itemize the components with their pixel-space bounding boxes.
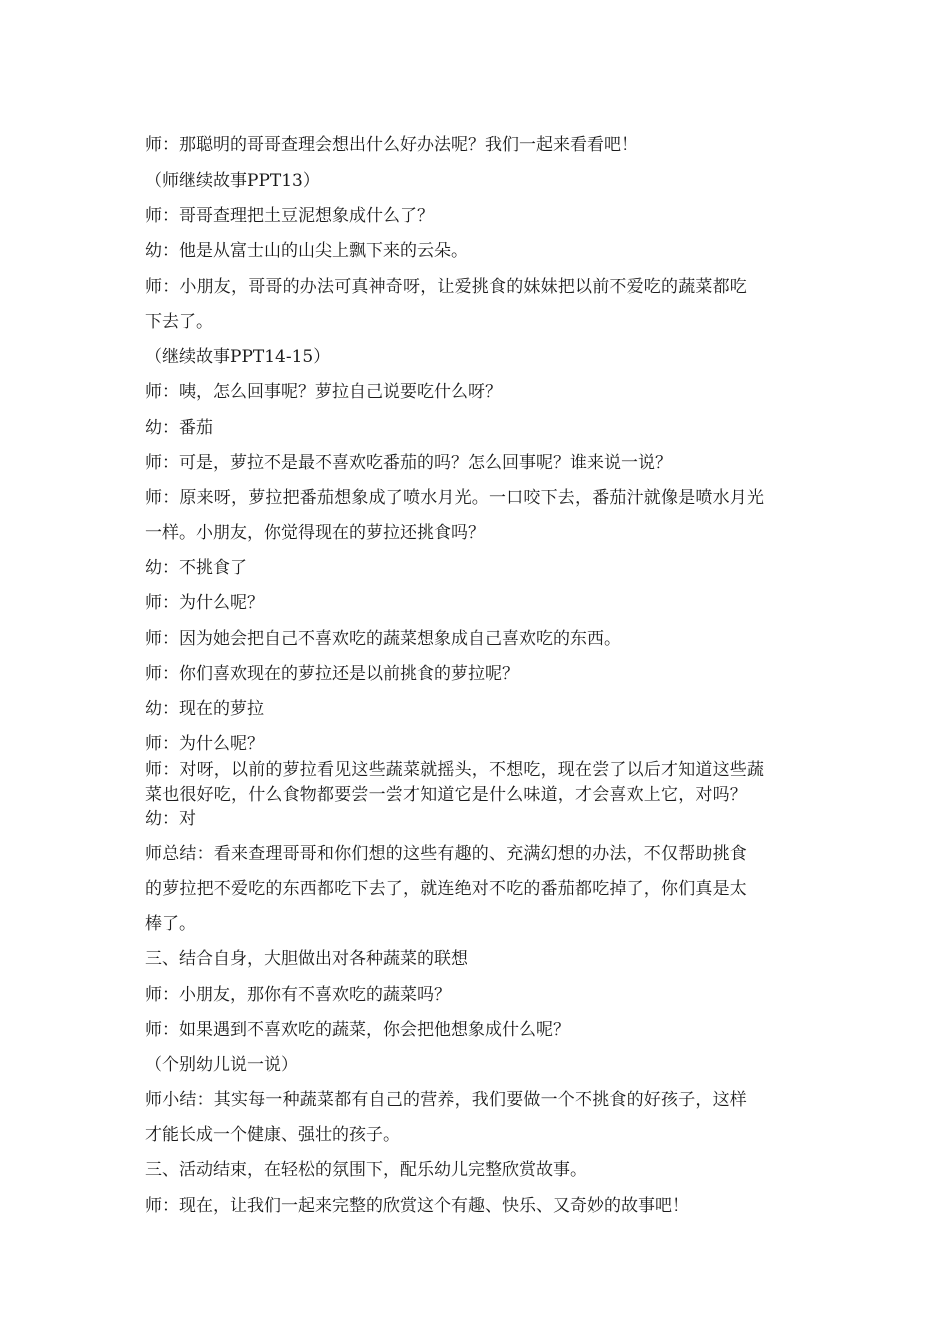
- text-line: 师：你们喜欢现在的萝拉还是以前挑食的萝拉呢？: [145, 664, 519, 684]
- text-line: 师：如果遇到不喜欢吃的蔬菜，你会把他想象成什么呢？: [145, 1020, 570, 1040]
- section-heading: 三、结合自身，大胆做出对各种蔬菜的联想: [145, 949, 468, 969]
- text-line: 一样。小朋友，你觉得现在的萝拉还挑食吗？: [145, 523, 485, 543]
- text-line: 师：哥哥查理把土豆泥想象成什么了？: [145, 206, 434, 226]
- text-line: 师：因为她会把自己不喜欢吃的蔬菜想象成自己喜欢吃的东西。: [145, 629, 621, 649]
- text-line: 的萝拉把不爱吃的东西都吃下去了，就连绝对不吃的番茄都吃掉了，你们真是太: [145, 879, 747, 899]
- text-line: 师：咦，怎么回事呢？萝拉自己说要吃什么呀？: [145, 382, 502, 402]
- text-line: 幼：番茄: [145, 418, 213, 438]
- text-line: 师：对呀，以前的萝拉看见这些蔬菜就摇头，不想吃，现在尝了以后才知道这些蔬: [145, 760, 765, 780]
- text-line: 师小结：其实每一种蔬菜都有自己的营养，我们要做一个不挑食的好孩子，这样: [145, 1090, 747, 1110]
- text-line: 师：那聪明的哥哥查理会想出什么好办法呢？我们一起来看看吧！: [145, 135, 638, 155]
- text-line: 才能长成一个健康、强壮的孩子。: [145, 1125, 400, 1145]
- section-heading: 三、活动结束，在轻松的氛围下，配乐幼儿完整欣赏故事。: [145, 1160, 587, 1180]
- text-line: 棒了。: [145, 914, 196, 934]
- text-line: 师：为什么呢？: [145, 593, 264, 613]
- text-line: （师继续故事PPT13）: [145, 171, 320, 191]
- text-line: 师：小朋友，哥哥的办法可真神奇呀，让爱挑食的妹妹把以前不爱吃的蔬菜都吃: [145, 277, 747, 297]
- text-line: 幼：现在的萝拉: [145, 699, 264, 719]
- text-line: 幼：不挑食了: [145, 558, 247, 578]
- text-line: （继续故事PPT14-15）: [145, 347, 331, 367]
- text-line: 师总结：看来查理哥哥和你们想的这些有趣的、充满幻想的办法，不仅帮助挑食: [145, 844, 747, 864]
- text-line: （个别幼儿说一说）: [145, 1055, 298, 1075]
- text-line: 师：可是，萝拉不是最不喜欢吃番茄的吗？怎么回事呢？谁来说一说？: [145, 453, 672, 473]
- text-line: 师：现在，让我们一起来完整的欣赏这个有趣、快乐、又奇妙的故事吧！: [145, 1196, 689, 1216]
- text-line: 菜也很好吃，什么食物都要尝一尝才知道它是什么味道，才会喜欢上它，对吗？: [145, 785, 747, 805]
- text-line: 幼：他是从富士山的山尖上飘下来的云朵。: [145, 241, 468, 261]
- text-line: 师：为什么呢？: [145, 734, 264, 754]
- text-line: 师：小朋友，那你有不喜欢吃的蔬菜吗？: [145, 985, 451, 1005]
- text-line: 师：原来呀，萝拉把番茄想象成了喷水月光。一口咬下去，番茄汁就像是喷水月光: [145, 488, 765, 508]
- text-line: 幼：对: [145, 809, 196, 829]
- text-line: 下去了。: [145, 312, 213, 332]
